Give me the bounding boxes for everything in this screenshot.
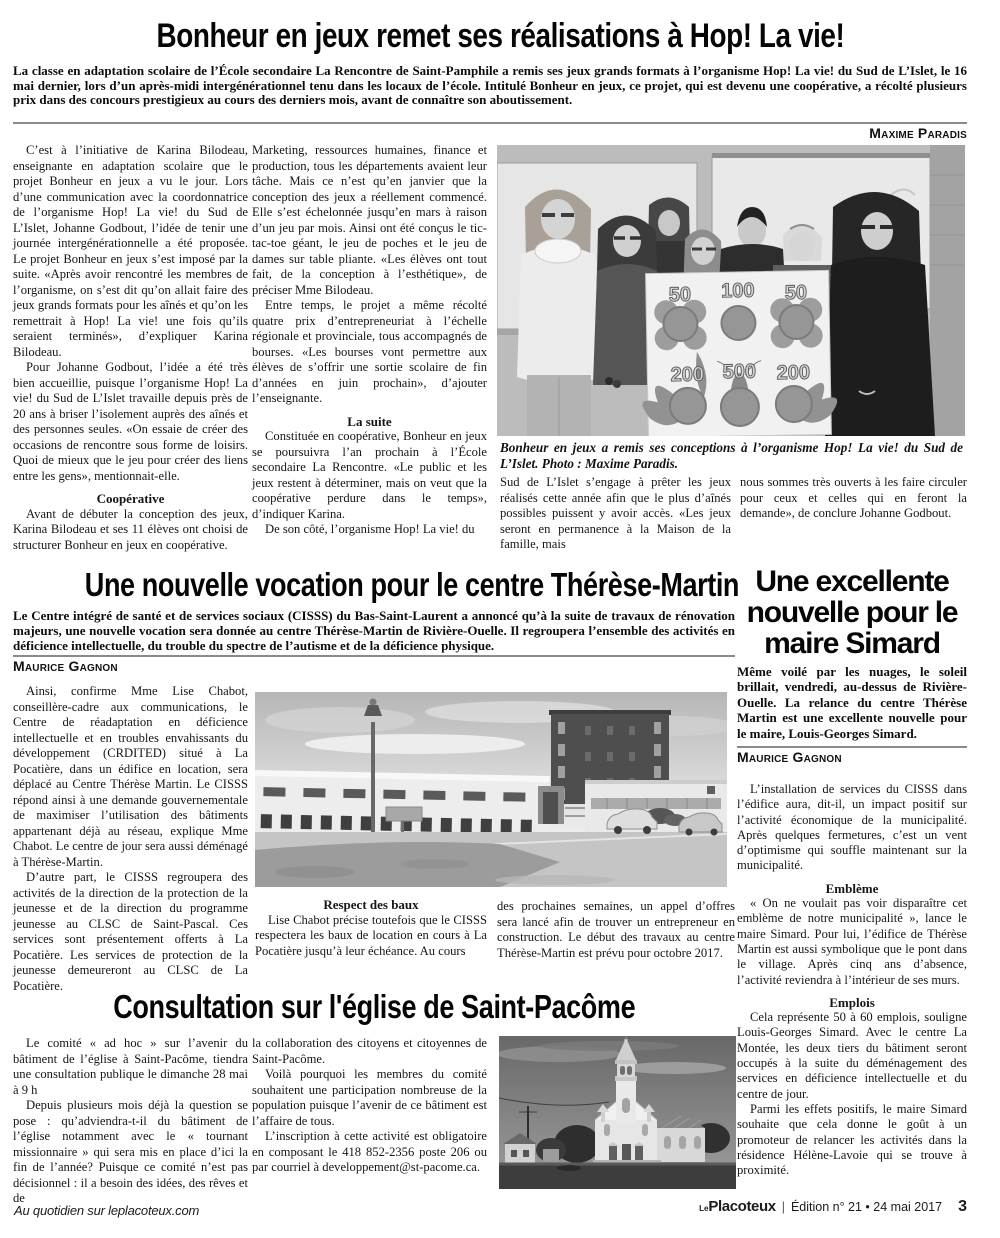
gameboard-number: 500 bbox=[722, 360, 757, 384]
footer-tagline: Au quotidien sur leplacoteux.com bbox=[14, 1203, 200, 1218]
body-paragraph: Sud de L’Islet s’engage à prêter les jeux réalisés cette année afin que le plus d’aînés possibles puissent y avoir accès. «Les jeux seront en permanence à la Maison de la famille, mais bbox=[500, 475, 731, 551]
article1-byline: Maxime Paradis bbox=[869, 125, 967, 141]
body-paragraph: L’installation de services du CISSS dans l’édifice aura, dit-il, un impact positif sur l’activité économique de la municipalité. Après quelques fermetures, c’est un vent d’optimisme qui souffle maintenant sur la municipalité. bbox=[737, 782, 967, 873]
article2-headline-text: Une nouvelle vocation pour le centre Thérèse-Martin bbox=[84, 566, 740, 603]
brand-logo bbox=[699, 1198, 776, 1215]
article2-headline bbox=[13, 566, 740, 604]
gameboard-number: 50 bbox=[668, 283, 692, 307]
article1-column-2 bbox=[252, 143, 487, 547]
article2-divider bbox=[13, 655, 735, 657]
body-paragraph: Entre temps, le projet a même récolté quatre prix d’entrepreneuriat à l’échelle régionale et provinciale, tous accompagnés de bourses. «Les bourses vont permettre aux élèves de s’offrir une sortie scolaire de fin d’années en juin prochain», d’ajouter l’enseignante. bbox=[252, 298, 487, 405]
edition-label: Édition n° 21 • 24 mai 2017 bbox=[790, 1200, 943, 1214]
article1-lede: La classe en adaptation scolaire de l’École secondaire La Rencontre de Saint-Pamphile a remis ses jeux grands formats à l’organisme Hop! La vie! du Sud de L’Islet, le 16 mai dernier, lors d’un après-midi intergénérationnel tenu dans les locaux de l’école. Intitulé Bonheur en jeux, ce projet, qui est devenu une coopérative, a récolté plusieurs prix dans des concours prestigieux au cours des derniers mois, avant de connaître son aboutissement. bbox=[13, 63, 967, 108]
body-paragraph: Depuis plusieurs mois déjà la question se pose : qu’adviendra-t-il du bâtiment de l’église notamment avec le « tournant missionnaire » qui sera mis en place d’ici la fin de l’année? Puisque ce comité n’est pas décisionnel : il a besoin des idées, des rêves et de bbox=[13, 1098, 248, 1205]
body-paragraph: Cela représente 50 à 60 emplois, souligne Louis-Georges Simard. Avec le centre La Montée, les deux tiers du bâtiment seront occupés à la suite du déménagement des services en déficience intellectuelle et du centre de jour. bbox=[737, 1010, 967, 1101]
article2-lede: Le Centre intégré de santé et de services sociaux (CISSS) du Bas-Saint-Laurent a annoncé qu’à la suite de travaux de rénovation majeurs, une nouvelle vocation sera donnée au centre Thérèse-Martin de Rivière-Ouelle. Il regroupera l’ensemble des activités en déficience intellectuelle, du trouble du spectre de l’autisme et de la déficience physique. bbox=[13, 608, 735, 653]
article1-photo-caption: Bonheur en jeux a remis ses conceptions à l’organisme Hop! La vie! du Sud de L’Islet. Photo : Maxime Paradis. bbox=[500, 440, 963, 471]
article2-byline: Maurice Gagnon bbox=[13, 658, 118, 674]
article3-subhead-emplois: Emplois bbox=[829, 994, 875, 1010]
article1-subhead-cooperative: Coopérative bbox=[96, 491, 165, 506]
body-paragraph: Parmi les effets positifs, le maire Simard souhaite que cela donne le goût à un promoteur de relancer les activités dans la résidence Hélène-Lavoie qui se trouve à proximité. bbox=[737, 1101, 967, 1178]
group-photo bbox=[497, 145, 965, 436]
article3-headline: Une excellente nouvelle pour le maire Simard bbox=[746, 565, 958, 660]
article1-headline bbox=[0, 16, 1000, 56]
gameboard-number: 200 bbox=[670, 363, 705, 387]
article3-lede: Même voilé par les nuages, le soleil brillait, vendredi, au-dessus de Rivière-Ouelle. La relance du centre Thérèse Martin est une excellente nouvelle pour le maire, Louis-Georges Simard. bbox=[737, 664, 967, 741]
body-paragraph: Avant de débuter la conception des jeux, Karina Bilodeau et ses 11 élèves ont choisi de structurer Bonheur en jeux en coopérative. bbox=[13, 506, 248, 552]
body-paragraph: la collaboration des citoyens et citoyennes de Saint-Pacôme. bbox=[252, 1036, 487, 1066]
article4-column-2 bbox=[252, 1036, 487, 1176]
article4-column-1 bbox=[13, 1036, 248, 1207]
brand-name: Placoteux bbox=[708, 1198, 776, 1215]
footer-divider: | bbox=[781, 1200, 785, 1214]
body-paragraph: Marketing, ressources humaines, finance et production, tous les départements avaient leur tâche. Mais ce n’est qu’en janvier que la conception des jeux a réellement commencé. Elle s’est échelonnée jusqu’en mars à raison d’un jeu par mois. Ainsi ont été conçus le tic-tac-toe géant, le jeu de poches et le jeu de dames sur table pliante. «Les élèves ont tout fait, de la conception à l’esthétique», de préciser Mme Bilodeau. bbox=[252, 143, 487, 297]
article3-subhead-embleme: Emblème bbox=[825, 880, 879, 896]
body-paragraph: Ainsi, confirme Mme Lise Chabot, conseillère-cadre aux communications, le Centre de réadaptation en déficience intellectuelle et en troubles envahissants du développement (CRDITED) situé à La Pocatière, dans un édifice en location, sera déplacé au Centre Thérèse Martin. Le CISSS répond ainsi à une demande gouvernementale de maximiser l’utilisation des bâtiments appartenant déjà au réseau, explique Mme Chabot. Le centre de jour sera aussi déménagé à Thérèse-Martin. bbox=[13, 684, 248, 869]
article2-column-2 bbox=[255, 897, 487, 959]
church-photo bbox=[499, 1036, 736, 1189]
article1-subhead-suite: La suite bbox=[347, 413, 392, 429]
body-paragraph: Pour Johanne Godbout, l’idée a été très bien accueillie, puisque l’organisme Hop! La vie! du Sud de L’Islet travaille depuis près de 20 ans à briser l’isolement auprès des aînés et des personnes seules. «On essaie de créer des occasions de rencontre sous forme de loisirs. Quoi de mieux que le jeu pour créer des liens entre les gens», mentionnait-elle. bbox=[13, 360, 248, 483]
article4-headline-text: Consultation sur l'église de Saint-Pacôme bbox=[113, 988, 635, 1025]
article1-headline-text: Bonheur en jeux remet ses réalisations à Hop! La vie! bbox=[156, 17, 844, 55]
body-paragraph: des prochaines semaines, un appel d’offres sera lancé afin de trouver un entrepreneur en construction. Le début des travaux au centre Thérèse-Martin est prévu pour octobre 2017. bbox=[497, 899, 735, 960]
article1-column-4 bbox=[740, 475, 967, 522]
body-paragraph: D’autre part, le CISSS regroupera des activités de la direction de la protection de la jeunesse et de la direction du programme jeunesse au CLSC de Saint-Pascal. Ces services sont présentement offerts à La Pocatière. Les services de protection de la jeunesse demeureront au CLSC de La Pocatière. bbox=[13, 870, 248, 993]
article4-headline bbox=[13, 988, 735, 1026]
article2-column-1 bbox=[13, 684, 248, 993]
body-paragraph: Lise Chabot précise toutefois que le CISSS respectera les baux de location en cours à La Pocatière jusqu’à leur échéance. Au cours bbox=[255, 912, 487, 958]
article1-divider bbox=[13, 122, 967, 124]
body-paragraph: De son côté, l’organisme Hop! La vie! du bbox=[265, 522, 475, 536]
gameboard-number: 100 bbox=[721, 279, 755, 303]
body-paragraph: Voilà pourquoi les membres du comité souhaitent une participation nombreuse de la population puisque l’avenir de ce bâtiment est l’affaire de tous. bbox=[252, 1067, 487, 1128]
article3-divider bbox=[737, 746, 967, 748]
body-paragraph: Constituée en coopérative, Bonheur en jeux se poursuivra l’an prochain à l’École secondaire La Rencontre. «Le public et les jeux restent à déterminer, mais on veut que la coopérative perdure dans le temps», d’indiquer Karina. bbox=[252, 429, 487, 521]
article1-column-3 bbox=[500, 475, 731, 553]
building-photo bbox=[255, 692, 727, 887]
footer-colophon bbox=[667, 1198, 967, 1216]
article2-column-3 bbox=[497, 899, 735, 961]
body-paragraph: « On ne voulait pas voir disparaître cet emblème de notre municipalité », lance le maire Simard. Pour lui, l’édifice de Thérèse Martin est aussi symbolique que le pont dans le village. Après cinq ans d’absence, l’activité reviendra à l’intérieur de ses murs. bbox=[737, 896, 967, 987]
body-paragraph: nous sommes très ouverts à les faire circuler pour ceux et celles qui en feront la demande», de conclure Johanne Godbout. bbox=[740, 475, 967, 520]
brand-prefix: Le bbox=[699, 1204, 709, 1213]
gameboard-number: 50 bbox=[784, 281, 808, 305]
body-paragraph: C’est à l’initiative de Karina Bilodeau, enseignante en adaptation scolaire que le projet Bonheur en jeux a vu le jour. Lors d’une communication avec la coordonnatrice de l’organisme Hop! La vie! du Sud de L’Islet, Johanne Godbout, l’idée de tenir une journée intergénérationnelle a été proposée. Le projet Bonheur en jeux s’est imposé par la suite. «Après avoir rencontré les membres de l’organisme, on s’est dit qu’on allait faire des jeux grands formats pour les aînés et qu’on les remettrait à Hop! La vie! une fois qu’ils seraient terminés», d’expliquer Karina Bilodeau. bbox=[13, 143, 248, 359]
body-paragraph: Le comité « ad hoc » sur l’avenir du bâtiment de l’église à Saint-Pacôme, tiendra une consultation publique le dimanche 28 mai à 9 h bbox=[13, 1036, 248, 1097]
article3-column bbox=[737, 782, 967, 1178]
page-number: 3 bbox=[958, 1198, 967, 1215]
gameboard-number: 200 bbox=[776, 361, 811, 385]
article1-column-1 bbox=[13, 143, 248, 552]
article3-byline: Maurice Gagnon bbox=[737, 749, 842, 765]
body-paragraph: L’inscription à cette activité est obligatoire en composant le 418 852-2356 poste 206 ou par courriel à developpement@st-pacome.ca. bbox=[252, 1129, 487, 1174]
article2-subhead-baux: Respect des baux bbox=[323, 897, 419, 912]
